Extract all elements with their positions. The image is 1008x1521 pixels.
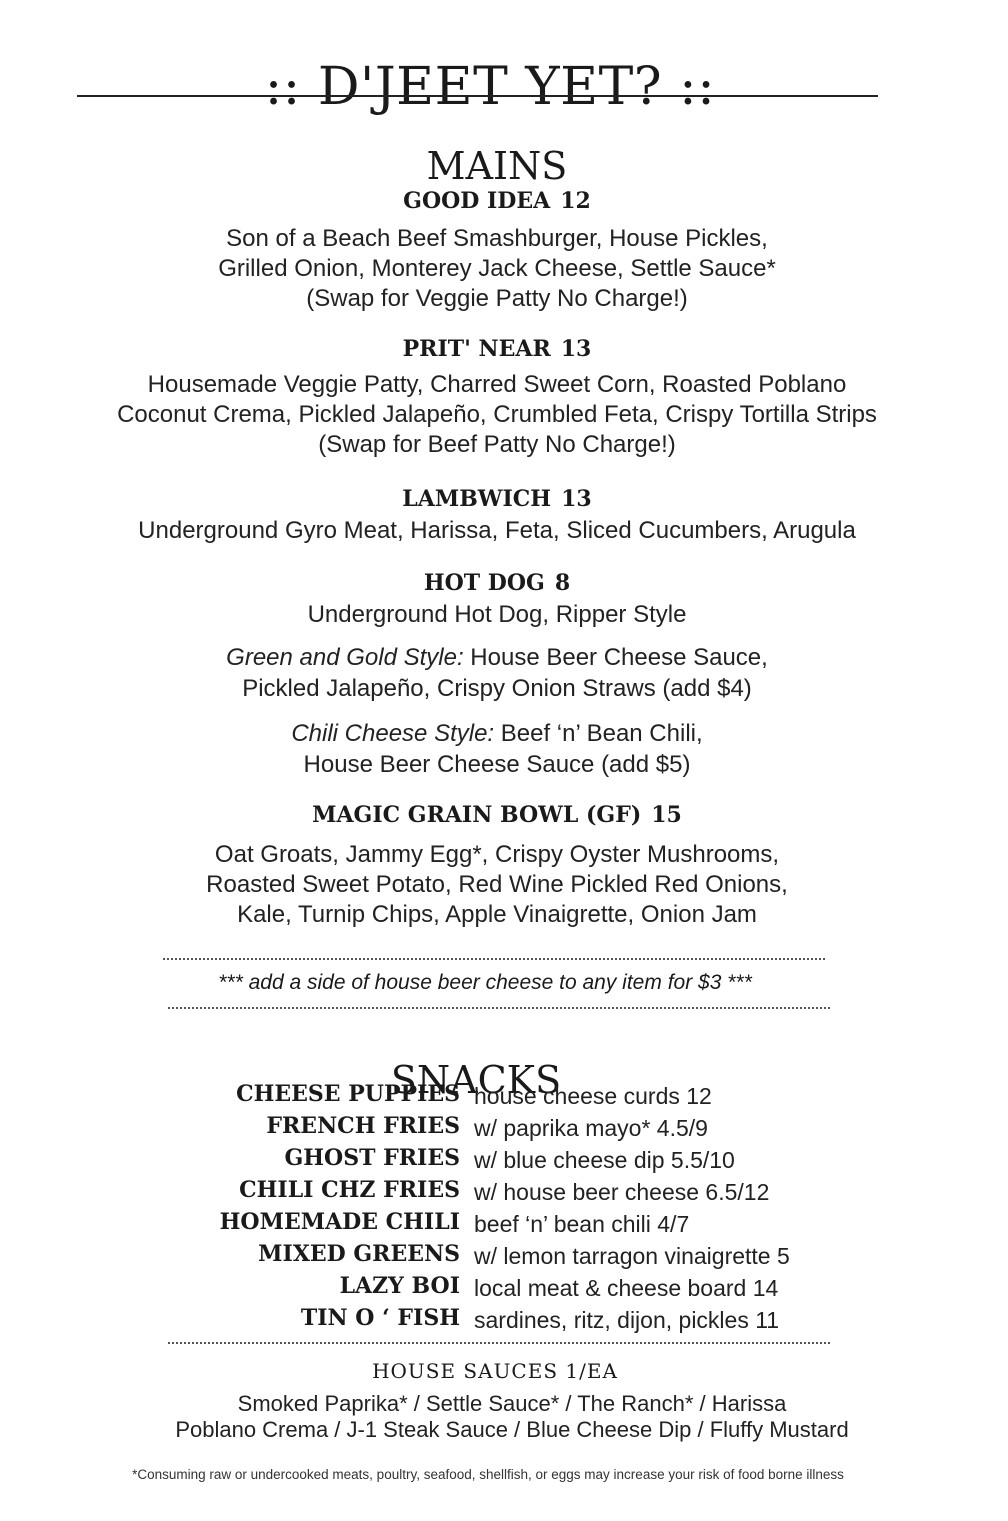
item-title [0, 186, 994, 216]
snacks-heading: SNACKS [390, 1057, 562, 1102]
menu-item-magic-grain-bowl [0, 800, 994, 930]
list-item [0, 1206, 1008, 1238]
list-item [0, 1078, 1008, 1110]
snack-desc: w/ lemon tarragon vinaigrette 5 [474, 1243, 790, 1269]
item-name: HOT DOG [423, 570, 545, 596]
list-item [0, 1238, 1008, 1270]
snack-name: CHEESE PUPPIES [236, 1081, 460, 1107]
item-title [0, 484, 994, 514]
style-label: Chili Cheese Style: [291, 720, 495, 747]
item-price: 12 [560, 188, 591, 214]
item-title [0, 334, 994, 364]
item-title [0, 568, 994, 598]
hot-dog-style-option [0, 642, 994, 704]
item-desc-line: Underground Hot Dog, Ripper Style [307, 601, 687, 628]
title-divider [77, 95, 878, 97]
page-title: :: D'JEET YET? :: [264, 56, 716, 117]
snacks-list [0, 1078, 1008, 1334]
item-name: LAMBWICH [402, 486, 552, 512]
sauces-line: Smoked Paprika* / Settle Sauce* / The Ranch* / Harissa [237, 1391, 787, 1416]
snack-name: HOMEMADE CHILI [219, 1209, 460, 1235]
item-desc-line: Grilled Onion, Monterey Jack Cheese, Settle Sauce* [218, 255, 776, 282]
style-label: Green and Gold Style: [226, 644, 464, 671]
snack-name: GHOST FRIES [284, 1145, 460, 1171]
item-desc-line: (Swap for Veggie Patty No Charge!) [306, 285, 688, 312]
list-item [0, 1110, 1008, 1142]
item-desc-line: Son of a Beach Beef Smashburger, House Pickles, [226, 225, 768, 252]
item-desc-line: (Swap for Beef Patty No Charge!) [318, 431, 676, 458]
style-desc: House Beer Cheese Sauce, [463, 644, 768, 671]
snack-name: FRENCH FRIES [266, 1113, 460, 1139]
item-price: 8 [554, 570, 571, 596]
item-desc-line: Kale, Turnip Chips, Apple Vinaigrette, Onion Jam [237, 901, 757, 928]
list-item [0, 1302, 1008, 1334]
item-name: MAGIC GRAIN BOWL (GF) [312, 802, 642, 828]
style-desc: House Beer Cheese Sauce (add $5) [303, 751, 691, 778]
snack-desc: w/ blue cheese dip 5.5/10 [474, 1147, 735, 1173]
item-desc-line: Oat Groats, Jammy Egg*, Crispy Oyster Mushrooms, [214, 841, 780, 868]
dotted-divider [168, 1342, 830, 1344]
menu-item-prit-near [0, 334, 994, 460]
dotted-divider [163, 958, 825, 960]
item-price: 13 [561, 486, 592, 512]
footnote: *Consuming raw or undercooked meats, poultry, seafood, shellfish, or eggs may increase your risk of food borne illness [132, 1467, 844, 1482]
item-desc-line: Housemade Veggie Patty, Charred Sweet Corn, Roasted Poblano [147, 371, 847, 398]
item-name: PRIT' NEAR [402, 336, 551, 362]
item-desc-line: Roasted Sweet Potato, Red Wine Pickled Red Onions, [206, 871, 788, 898]
snack-desc: w/ paprika mayo* 4.5/9 [474, 1115, 708, 1141]
house-sauces-heading: HOUSE SAUCES 1/EA [372, 1359, 618, 1383]
menu-item-hot-dog [0, 568, 994, 780]
list-item [0, 1174, 1008, 1206]
dotted-divider [168, 1007, 830, 1009]
item-desc-line: Underground Gyro Meat, Harissa, Feta, Sliced Cucumbers, Arugula [138, 517, 856, 544]
snack-desc: house cheese curds 12 [474, 1083, 712, 1109]
menu-item-lambwich [0, 484, 994, 546]
snack-desc: sardines, ritz, dijon, pickles 11 [474, 1307, 780, 1333]
list-item [0, 1270, 1008, 1302]
style-desc: Pickled Jalapeño, Crispy Onion Straws (add $4) [242, 675, 752, 702]
item-desc-line: Coconut Crema, Pickled Jalapeño, Crumbled Feta, Crispy Tortilla Strips [117, 401, 877, 428]
snack-name: CHILI CHZ FRIES [239, 1177, 460, 1203]
snack-desc: local meat & cheese board 14 [474, 1275, 779, 1301]
snack-name: LAZY BOI [339, 1273, 460, 1299]
snack-desc: w/ house beer cheese 6.5/12 [474, 1179, 770, 1205]
menu-item-good-idea [0, 186, 994, 314]
snack-name: MIXED GREENS [258, 1241, 460, 1267]
item-title [0, 800, 994, 830]
snack-desc: beef ‘n’ bean chili 4/7 [474, 1211, 690, 1237]
snack-name: TIN O ‘ FISH [300, 1305, 460, 1331]
addon-note: *** add a side of house beer cheese to any item for $3 *** [218, 971, 752, 994]
item-name: GOOD IDEA [403, 188, 551, 214]
item-price: 13 [560, 336, 592, 362]
item-price: 15 [651, 802, 682, 828]
hot-dog-style-option [0, 718, 994, 780]
mains-heading: MAINS [426, 143, 568, 188]
style-desc: Beef ‘n’ Bean Chili, [494, 720, 703, 747]
sauces-line: Poblano Crema / J-1 Steak Sauce / Blue Cheese Dip / Fluffy Mustard [175, 1417, 849, 1442]
list-item [0, 1142, 1008, 1174]
